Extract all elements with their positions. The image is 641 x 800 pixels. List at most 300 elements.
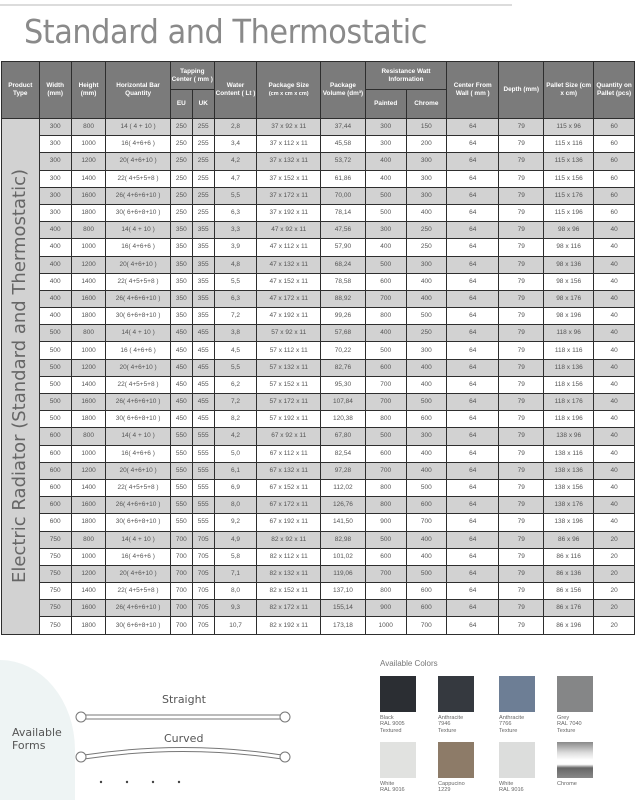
header-bar-quantity: Horizontal Bar Quantity xyxy=(106,62,171,119)
header-width: Width (mm) xyxy=(39,62,71,119)
table-cell: 115 x 136 xyxy=(544,153,594,170)
table-cell: 255 xyxy=(192,204,214,221)
table-cell: 68,24 xyxy=(321,256,366,273)
table-row xyxy=(2,187,635,204)
color-swatch-label-line: Texture xyxy=(438,727,457,734)
table-cell: 67,80 xyxy=(321,428,366,445)
table-body xyxy=(2,119,635,635)
table-row xyxy=(2,308,635,325)
table-cell: 450 xyxy=(170,325,192,342)
table-row xyxy=(2,325,635,342)
table-cell: 79 xyxy=(499,531,544,548)
table-cell: 40 xyxy=(594,222,635,239)
table-cell: 5,8 xyxy=(214,548,257,565)
table-cell: 138 x 176 xyxy=(544,497,594,514)
table-cell: 800 xyxy=(365,411,406,428)
color-swatch-label xyxy=(499,715,559,734)
table-cell: 86 x 156 xyxy=(544,583,594,600)
table-cell: 1000 xyxy=(71,239,105,256)
table-cell: 8,2 xyxy=(214,411,257,428)
table-cell: 500 xyxy=(365,342,406,359)
table-cell: 8,0 xyxy=(214,497,257,514)
table-cell: 900 xyxy=(365,600,406,617)
table-cell: 455 xyxy=(192,325,214,342)
table-cell: 37,44 xyxy=(321,119,366,136)
table-row xyxy=(2,514,635,531)
table-cell: 255 xyxy=(192,187,214,204)
table-cell: 550 xyxy=(170,445,192,462)
table-cell: 400 xyxy=(406,359,447,376)
header-resistance: Resistance Watt Information xyxy=(365,62,446,90)
table-cell: 118 x 116 xyxy=(544,342,594,359)
table-cell: 47 x 92 x 11 xyxy=(257,222,321,239)
table-cell: 7,2 xyxy=(214,394,257,411)
table-cell: 800 xyxy=(71,531,105,548)
color-swatch xyxy=(557,742,593,778)
table-cell: 705 xyxy=(192,617,214,634)
color-swatch xyxy=(557,676,593,712)
table-cell: 400 xyxy=(406,548,447,565)
table-cell: 455 xyxy=(192,359,214,376)
table-cell: 79 xyxy=(499,617,544,634)
table-cell: 5,5 xyxy=(214,273,257,290)
color-swatch-label-line: RAL 9016 xyxy=(499,787,524,794)
table-cell: 64 xyxy=(447,256,499,273)
table-cell: 20 xyxy=(594,548,635,565)
header-chrome: Chrome xyxy=(406,90,447,119)
color-swatch xyxy=(380,676,416,712)
table-cell: 9,3 xyxy=(214,600,257,617)
table-cell: 8,0 xyxy=(214,583,257,600)
table-cell: 350 xyxy=(170,256,192,273)
form-straight-label: Straight xyxy=(162,693,206,706)
table-cell: 1800 xyxy=(71,514,105,531)
forms-illustration xyxy=(70,700,300,790)
table-cell: 57 x 152 x 11 xyxy=(257,376,321,393)
table-cell: 300 xyxy=(39,204,71,221)
table-cell: 705 xyxy=(192,565,214,582)
table-cell: 57,68 xyxy=(321,325,366,342)
table-cell: 22( 4+5+5+8 ) xyxy=(106,376,171,393)
table-cell: 79 xyxy=(499,583,544,600)
color-swatch xyxy=(499,742,535,778)
table-cell: 1800 xyxy=(71,204,105,221)
table-cell: 3,9 xyxy=(214,239,257,256)
table-cell: 250 xyxy=(406,222,447,239)
table-cell: 600 xyxy=(39,445,71,462)
table-cell: 750 xyxy=(39,531,71,548)
table-cell: 57,90 xyxy=(321,239,366,256)
table-cell: 64 xyxy=(447,170,499,187)
table-cell: 79 xyxy=(499,153,544,170)
color-swatch-label xyxy=(557,715,617,734)
table-cell: 500 xyxy=(39,342,71,359)
page-title: Standard and Thermostatic xyxy=(24,12,427,51)
table-cell: 400 xyxy=(39,239,71,256)
table-cell: 82 x 132 x 11 xyxy=(257,565,321,582)
table-cell: 20( 4+6+10 ) xyxy=(106,359,171,376)
table-cell: 3,8 xyxy=(214,325,257,342)
table-cell: 79 xyxy=(499,325,544,342)
table-cell: 40 xyxy=(594,411,635,428)
table-cell: 450 xyxy=(170,342,192,359)
table-cell: 400 xyxy=(406,290,447,307)
table-cell: 137,10 xyxy=(321,583,366,600)
table-cell: 6,1 xyxy=(214,462,257,479)
table-cell: 5,5 xyxy=(214,187,257,204)
table-cell: 82,98 xyxy=(321,531,366,548)
table-cell: 400 xyxy=(406,445,447,462)
table-cell: 70,00 xyxy=(321,187,366,204)
table-cell: 500 xyxy=(39,325,71,342)
table-cell: 64 xyxy=(447,583,499,600)
header-package-volume: Package Volume (dm³) xyxy=(321,62,366,119)
table-cell: 300 xyxy=(406,153,447,170)
table-cell: 79 xyxy=(499,290,544,307)
table-cell: 22( 4+5+5+8 ) xyxy=(106,170,171,187)
table-cell: 600 xyxy=(406,583,447,600)
table-cell: 37 x 112 x 11 xyxy=(257,136,321,153)
table-cell: 500 xyxy=(365,531,406,548)
table-cell: 1200 xyxy=(71,565,105,582)
table-cell: 1800 xyxy=(71,617,105,634)
table-cell: 400 xyxy=(365,325,406,342)
color-swatch-label-line: 7766 xyxy=(499,721,512,728)
table-cell: 800 xyxy=(365,308,406,325)
table-cell: 800 xyxy=(365,583,406,600)
table-cell: 26( 4+6+6+10 ) xyxy=(106,187,171,204)
table-cell: 355 xyxy=(192,273,214,290)
table-cell: 64 xyxy=(447,308,499,325)
table-cell: 1000 xyxy=(71,445,105,462)
color-swatch-label-line: 7946 xyxy=(438,721,451,728)
table-cell: 47 x 112 x 11 xyxy=(257,239,321,256)
table-cell: 64 xyxy=(447,565,499,582)
table-cell: 1400 xyxy=(71,273,105,290)
table-cell: 20 xyxy=(594,600,635,617)
table-cell: 400 xyxy=(39,222,71,239)
table-cell: 14( 4 + 10 ) xyxy=(106,222,171,239)
table-cell: 141,50 xyxy=(321,514,366,531)
table-cell: 600 xyxy=(39,428,71,445)
table-cell: 20 xyxy=(594,565,635,582)
table-cell: 400 xyxy=(406,204,447,221)
table-cell: 40 xyxy=(594,342,635,359)
color-swatch-label-line: RAL 9016 xyxy=(380,787,405,794)
table-cell: 26( 4+6+6+10 ) xyxy=(106,600,171,617)
table-cell: 57 x 192 x 11 xyxy=(257,411,321,428)
table-row xyxy=(2,600,635,617)
table-cell: 64 xyxy=(447,359,499,376)
table-cell: 550 xyxy=(170,462,192,479)
table-cell: 1800 xyxy=(71,308,105,325)
table-cell: 115 x 116 xyxy=(544,136,594,153)
color-swatch-label-line: White xyxy=(499,781,514,787)
table-cell: 3,4 xyxy=(214,136,257,153)
table-cell: 1400 xyxy=(71,479,105,496)
table-cell: 57 x 132 x 11 xyxy=(257,359,321,376)
table-cell: 64 xyxy=(447,497,499,514)
table-cell: 115 x 156 xyxy=(544,170,594,187)
table-cell: 600 xyxy=(365,445,406,462)
header-tapping-center: Tapping Center ( mm ) xyxy=(170,62,214,90)
table-cell: 1200 xyxy=(71,153,105,170)
table-cell: 450 xyxy=(170,376,192,393)
table-cell: 86 x 136 xyxy=(544,565,594,582)
table-cell: 16 ( 4+6+6 ) xyxy=(106,342,171,359)
table-cell: 255 xyxy=(192,119,214,136)
table-cell: 64 xyxy=(447,187,499,204)
table-cell: 79 xyxy=(499,600,544,617)
table-cell: 57 x 112 x 11 xyxy=(257,342,321,359)
table-row xyxy=(2,273,635,290)
table-cell: 555 xyxy=(192,514,214,531)
table-cell: 2,8 xyxy=(214,119,257,136)
table-cell: 82,54 xyxy=(321,445,366,462)
table-cell: 112,02 xyxy=(321,479,366,496)
table-cell: 64 xyxy=(447,153,499,170)
table-cell: 98 x 136 xyxy=(544,256,594,273)
table-cell: 20 xyxy=(594,583,635,600)
table-cell: 118 x 136 xyxy=(544,359,594,376)
table-cell: 555 xyxy=(192,479,214,496)
table-cell: 500 xyxy=(365,204,406,221)
table-cell: 400 xyxy=(39,273,71,290)
table-row xyxy=(2,222,635,239)
table-cell: 79 xyxy=(499,445,544,462)
table-cell: 64 xyxy=(447,222,499,239)
table-row xyxy=(2,617,635,634)
color-swatch-label-line: 1229 xyxy=(438,787,451,794)
table-cell: 37 x 152 x 11 xyxy=(257,170,321,187)
table-cell: 20 xyxy=(594,531,635,548)
table-cell: 300 xyxy=(365,222,406,239)
table-cell: 37 x 192 x 11 xyxy=(257,204,321,221)
table-cell: 79 xyxy=(499,462,544,479)
table-cell: 500 xyxy=(406,308,447,325)
table-cell: 500 xyxy=(39,394,71,411)
table-cell: 47 x 172 x 11 xyxy=(257,290,321,307)
table-cell: 250 xyxy=(406,239,447,256)
table-cell: 600 xyxy=(406,497,447,514)
table-cell: 500 xyxy=(406,394,447,411)
table-cell: 400 xyxy=(406,531,447,548)
table-cell: 79 xyxy=(499,256,544,273)
table-cell: 300 xyxy=(406,256,447,273)
table-cell: 350 xyxy=(170,239,192,256)
header-water-content: Water Content ( Lt ) xyxy=(214,62,257,119)
top-divider xyxy=(0,4,512,6)
table-cell: 40 xyxy=(594,376,635,393)
table-cell: 1000 xyxy=(365,617,406,634)
table-cell: 400 xyxy=(406,376,447,393)
table-cell: 455 xyxy=(192,411,214,428)
table-cell: 47 x 132 x 11 xyxy=(257,256,321,273)
table-cell: 64 xyxy=(447,445,499,462)
table-cell: 119,06 xyxy=(321,565,366,582)
table-cell: 7,1 xyxy=(214,565,257,582)
table-cell: 450 xyxy=(170,411,192,428)
table-cell: 16( 4+6+6 ) xyxy=(106,136,171,153)
table-cell: 300 xyxy=(39,170,71,187)
table-cell: 4,7 xyxy=(214,170,257,187)
table-cell: 700 xyxy=(170,617,192,634)
curved-form-icon xyxy=(76,748,290,763)
straight-form-icon xyxy=(76,712,290,722)
table-cell: 64 xyxy=(447,119,499,136)
table-cell: 60 xyxy=(594,187,635,204)
table-cell: 40 xyxy=(594,239,635,256)
table-cell: 900 xyxy=(365,514,406,531)
table-cell: 53,72 xyxy=(321,153,366,170)
table-cell: 22( 4+5+5+8 ) xyxy=(106,273,171,290)
table-cell: 600 xyxy=(39,479,71,496)
table-cell: 40 xyxy=(594,308,635,325)
table-cell: 64 xyxy=(447,531,499,548)
table-cell: 250 xyxy=(170,170,192,187)
table-cell: 120,38 xyxy=(321,411,366,428)
table-cell: 86 x 196 xyxy=(544,617,594,634)
table-cell: 16( 4+6+6 ) xyxy=(106,239,171,256)
table-cell: 16( 4+6+6 ) xyxy=(106,548,171,565)
table-cell: 250 xyxy=(170,153,192,170)
table-cell: 700 xyxy=(170,531,192,548)
table-cell: 1000 xyxy=(71,342,105,359)
table-cell: 355 xyxy=(192,239,214,256)
table-row xyxy=(2,548,635,565)
table-cell: 1200 xyxy=(71,462,105,479)
table-cell: 700 xyxy=(170,583,192,600)
table-cell: 79 xyxy=(499,376,544,393)
table-cell: 79 xyxy=(499,273,544,290)
table-cell: 67 x 192 x 11 xyxy=(257,514,321,531)
color-swatch-label xyxy=(380,715,440,734)
color-swatch xyxy=(380,742,416,778)
table-cell: 500 xyxy=(39,411,71,428)
table-cell: 555 xyxy=(192,497,214,514)
table-cell: 67 x 92 x 11 xyxy=(257,428,321,445)
table-cell: 800 xyxy=(365,497,406,514)
color-swatch-label-line: RAL 9005 xyxy=(380,721,405,728)
table-cell: 550 xyxy=(170,428,192,445)
table-cell: 400 xyxy=(365,239,406,256)
table-cell: 118 x 156 xyxy=(544,376,594,393)
table-cell: 6,2 xyxy=(214,376,257,393)
header-pallet-size: Pallet Size (cm x cm) xyxy=(544,62,594,119)
table-cell: 600 xyxy=(406,411,447,428)
table-cell: 115 x 196 xyxy=(544,204,594,221)
table-cell: 600 xyxy=(39,514,71,531)
table-cell: 600 xyxy=(365,273,406,290)
table-cell: 300 xyxy=(406,342,447,359)
table-cell: 118 x 96 xyxy=(544,325,594,342)
table-cell: 30( 6+6+8+10 ) xyxy=(106,308,171,325)
table-cell: 700 xyxy=(365,565,406,582)
table-cell: 20( 4+6+10 ) xyxy=(106,153,171,170)
table-cell: 47,56 xyxy=(321,222,366,239)
table-cell: 1400 xyxy=(71,170,105,187)
table-cell: 300 xyxy=(406,170,447,187)
table-cell: 255 xyxy=(192,170,214,187)
table-cell: 40 xyxy=(594,359,635,376)
table-cell: 500 xyxy=(39,359,71,376)
table-cell: 500 xyxy=(406,565,447,582)
table-cell: 550 xyxy=(170,479,192,496)
table-cell: 79 xyxy=(499,342,544,359)
table-cell: 750 xyxy=(39,565,71,582)
table-cell: 64 xyxy=(447,428,499,445)
product-type-cell xyxy=(2,119,40,635)
header-eu: EU xyxy=(170,90,192,119)
table-cell: 30( 6+6+8+10 ) xyxy=(106,514,171,531)
table-cell: 555 xyxy=(192,445,214,462)
table-cell: 400 xyxy=(39,290,71,307)
table-cell: 4,8 xyxy=(214,256,257,273)
available-colors-title: Available Colors xyxy=(380,659,438,668)
table-cell: 20( 4+6+10 ) xyxy=(106,462,171,479)
table-cell: 138 x 96 xyxy=(544,428,594,445)
table-cell: 500 xyxy=(406,479,447,496)
table-cell: 350 xyxy=(170,308,192,325)
table-row xyxy=(2,394,635,411)
table-cell: 6,3 xyxy=(214,204,257,221)
table-cell: 700 xyxy=(170,600,192,617)
table-row xyxy=(2,497,635,514)
table-cell: 126,76 xyxy=(321,497,366,514)
table-cell: 86 x 176 xyxy=(544,600,594,617)
table-cell: 350 xyxy=(170,273,192,290)
table-cell: 4,5 xyxy=(214,342,257,359)
table-cell: 250 xyxy=(170,187,192,204)
color-swatch xyxy=(438,742,474,778)
available-forms-line2: Forms xyxy=(12,739,46,752)
table-cell: 550 xyxy=(170,497,192,514)
table-cell: 200 xyxy=(406,136,447,153)
table-cell: 800 xyxy=(365,479,406,496)
table-cell: 86 x 116 xyxy=(544,548,594,565)
table-cell: 6,9 xyxy=(214,479,257,496)
table-cell: 64 xyxy=(447,239,499,256)
table-cell: 555 xyxy=(192,428,214,445)
table-cell: 1600 xyxy=(71,600,105,617)
table-cell: 79 xyxy=(499,359,544,376)
table-cell: 800 xyxy=(71,119,105,136)
table-cell: 86 x 96 xyxy=(544,531,594,548)
table-cell: 705 xyxy=(192,548,214,565)
table-cell: 115 x 96 xyxy=(544,119,594,136)
table-cell: 64 xyxy=(447,376,499,393)
color-swatch-label-line: RAL 7040 xyxy=(557,721,582,728)
table-cell: 57 x 172 x 11 xyxy=(257,394,321,411)
table-cell: 67 x 112 x 11 xyxy=(257,445,321,462)
table-cell: 30( 6+6+8+10 ) xyxy=(106,617,171,634)
table-cell: 40 xyxy=(594,497,635,514)
table-cell: 450 xyxy=(170,394,192,411)
table-cell: 26( 4+6+6+10 ) xyxy=(106,497,171,514)
table-cell: 450 xyxy=(170,359,192,376)
table-cell: 20( 4+6+10 ) xyxy=(106,565,171,582)
table-cell: 79 xyxy=(499,119,544,136)
table-cell: 98 x 116 xyxy=(544,239,594,256)
table-cell: 600 xyxy=(365,548,406,565)
table-cell: 700 xyxy=(365,394,406,411)
table-cell: 97,28 xyxy=(321,462,366,479)
table-cell: 40 xyxy=(594,479,635,496)
table-cell: 138 x 136 xyxy=(544,462,594,479)
table-cell: 16( 4+6+6 ) xyxy=(106,445,171,462)
table-cell: 64 xyxy=(447,548,499,565)
table-cell: 60 xyxy=(594,136,635,153)
